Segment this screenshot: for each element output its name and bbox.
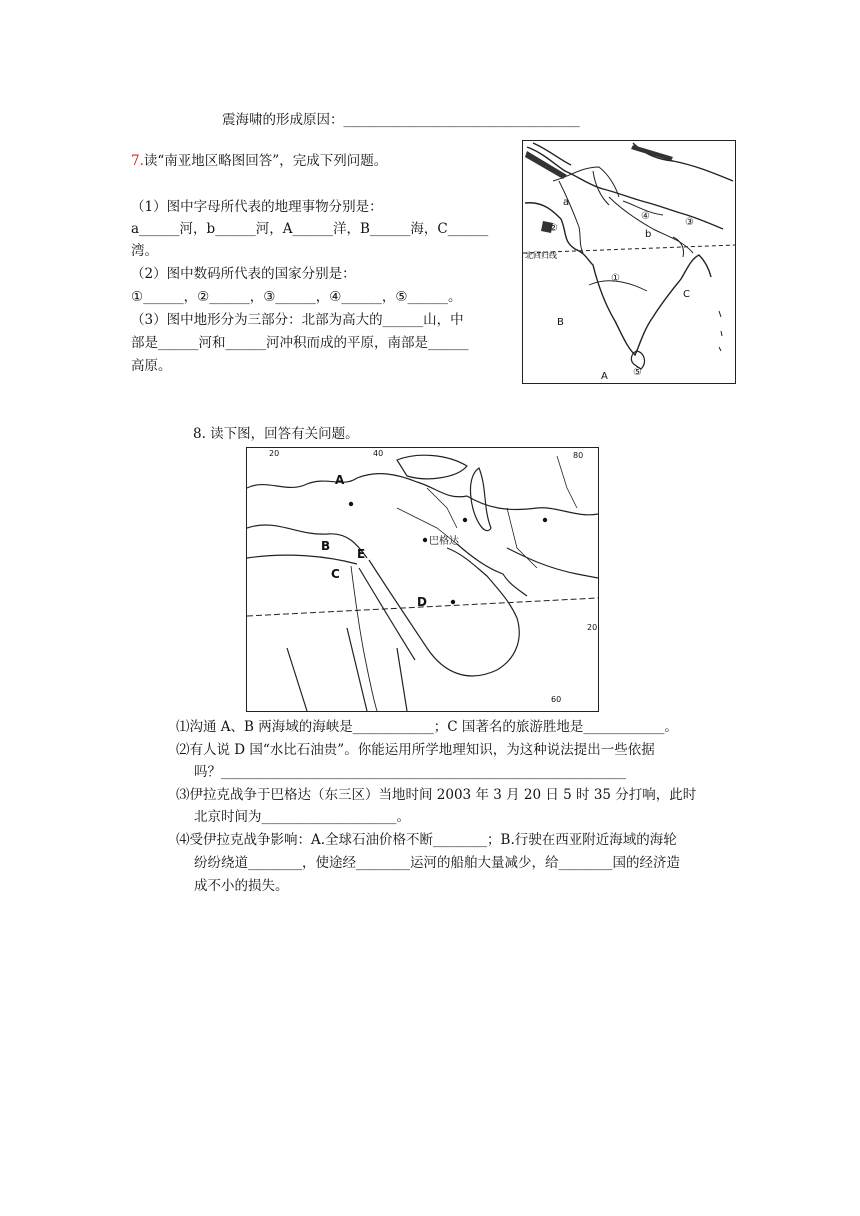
map-label-2: ② (549, 223, 558, 234)
map-label-A: A (335, 473, 345, 487)
map-tick-20-right: 20 (587, 623, 598, 632)
map-label-5: ⑤ (633, 367, 642, 378)
tsunami-label: 震海啸的形成原因： (222, 112, 344, 128)
map-tick-80: 80 (573, 451, 584, 460)
map-label-4: ④ (641, 211, 650, 222)
q8-sub2-line2: 吗？____________________________________________________________ (194, 764, 626, 780)
q7-part2-title: （2）图中数码所代表的国家分别是： (131, 266, 356, 282)
q7-part3-line1: （3）图中地形分为三部分：北部为高大的______山，中 (131, 312, 464, 328)
south-asia-map (522, 140, 736, 384)
q7-title-line (131, 151, 387, 171)
q7-part1-line2: 湾。 (131, 243, 158, 259)
q7-part2-line1: ①______，②______，③______，④______，⑤______。 (131, 289, 462, 305)
q8-sub3-line1: ⑶伊拉克战争于巴格达（东三区）当地时间 2003 年 3 月 20 日 5 时 35 分打响，此时 (176, 787, 697, 803)
q8-sub2-line1: ⑵有人说 D 国“水比石油贵”。你能运用所学地理知识，为这种说法提出一些依据 (176, 742, 655, 758)
q8-sub4-line2: 纷纷绕道________，使途经________运河的船舶大量减少，给________国的经济造 (194, 855, 680, 871)
south-asia-map-drawing (523, 141, 735, 383)
map-label-D: D (417, 595, 427, 609)
q8-title: 8. 读下图，回答有关问题。 (193, 426, 359, 442)
map-label-baghdad: 巴格达 (429, 536, 459, 547)
tsunami-blank: ___________________________________ (343, 112, 580, 128)
q7-part1-title: （1）图中字母所代表的地理事物分别是： (131, 199, 383, 215)
map-tick-40: 40 (373, 449, 384, 458)
map-label-C: C (683, 289, 690, 300)
map-label-B: B (557, 317, 564, 328)
map-label-3: ③ (685, 217, 694, 228)
map-label-E: E (357, 547, 366, 561)
map-label-A: A (601, 371, 608, 382)
map-tick-60: 60 (551, 695, 562, 704)
map-label-C: C (331, 567, 340, 581)
tsunami-question (222, 108, 580, 128)
q8-sub4-line3: 成不小的损失。 (194, 878, 289, 894)
middle-east-map (246, 447, 599, 712)
q7-number: 7. (131, 153, 144, 169)
tropic-of-cancer-label: 北回归线 (525, 251, 557, 260)
q7-part3-line3: 高原。 (131, 358, 172, 374)
q7-part1-line1: a______河，b______河，A______洋，B______海，C______ (131, 221, 489, 237)
q8-sub4-line1: ⑷受伊拉克战争影响：A.全球石油价格不断________；B.行驶在西亚附近海域的海轮 (176, 832, 677, 848)
map-label-B: B (321, 539, 331, 553)
q8-sub1: ⑴沟通 A、B 两海域的海峡是____________；C 国著名的旅游胜地是____________。 (176, 719, 678, 735)
q7-title: 读“南亚地区略图回答”，完成下列问题。 (143, 153, 388, 169)
q7-part3-line2: 部是______河和______河冲积而成的平原，南部是______ (131, 335, 469, 351)
map-label-a: a (563, 197, 570, 208)
q8-sub3-line2: 北京时间为____________________。 (194, 809, 410, 825)
map-tick-20-top: 20 (269, 449, 280, 458)
map-label-1: ① (611, 273, 620, 284)
map-label-b: b (645, 229, 652, 240)
middle-east-map-drawing (247, 448, 598, 711)
